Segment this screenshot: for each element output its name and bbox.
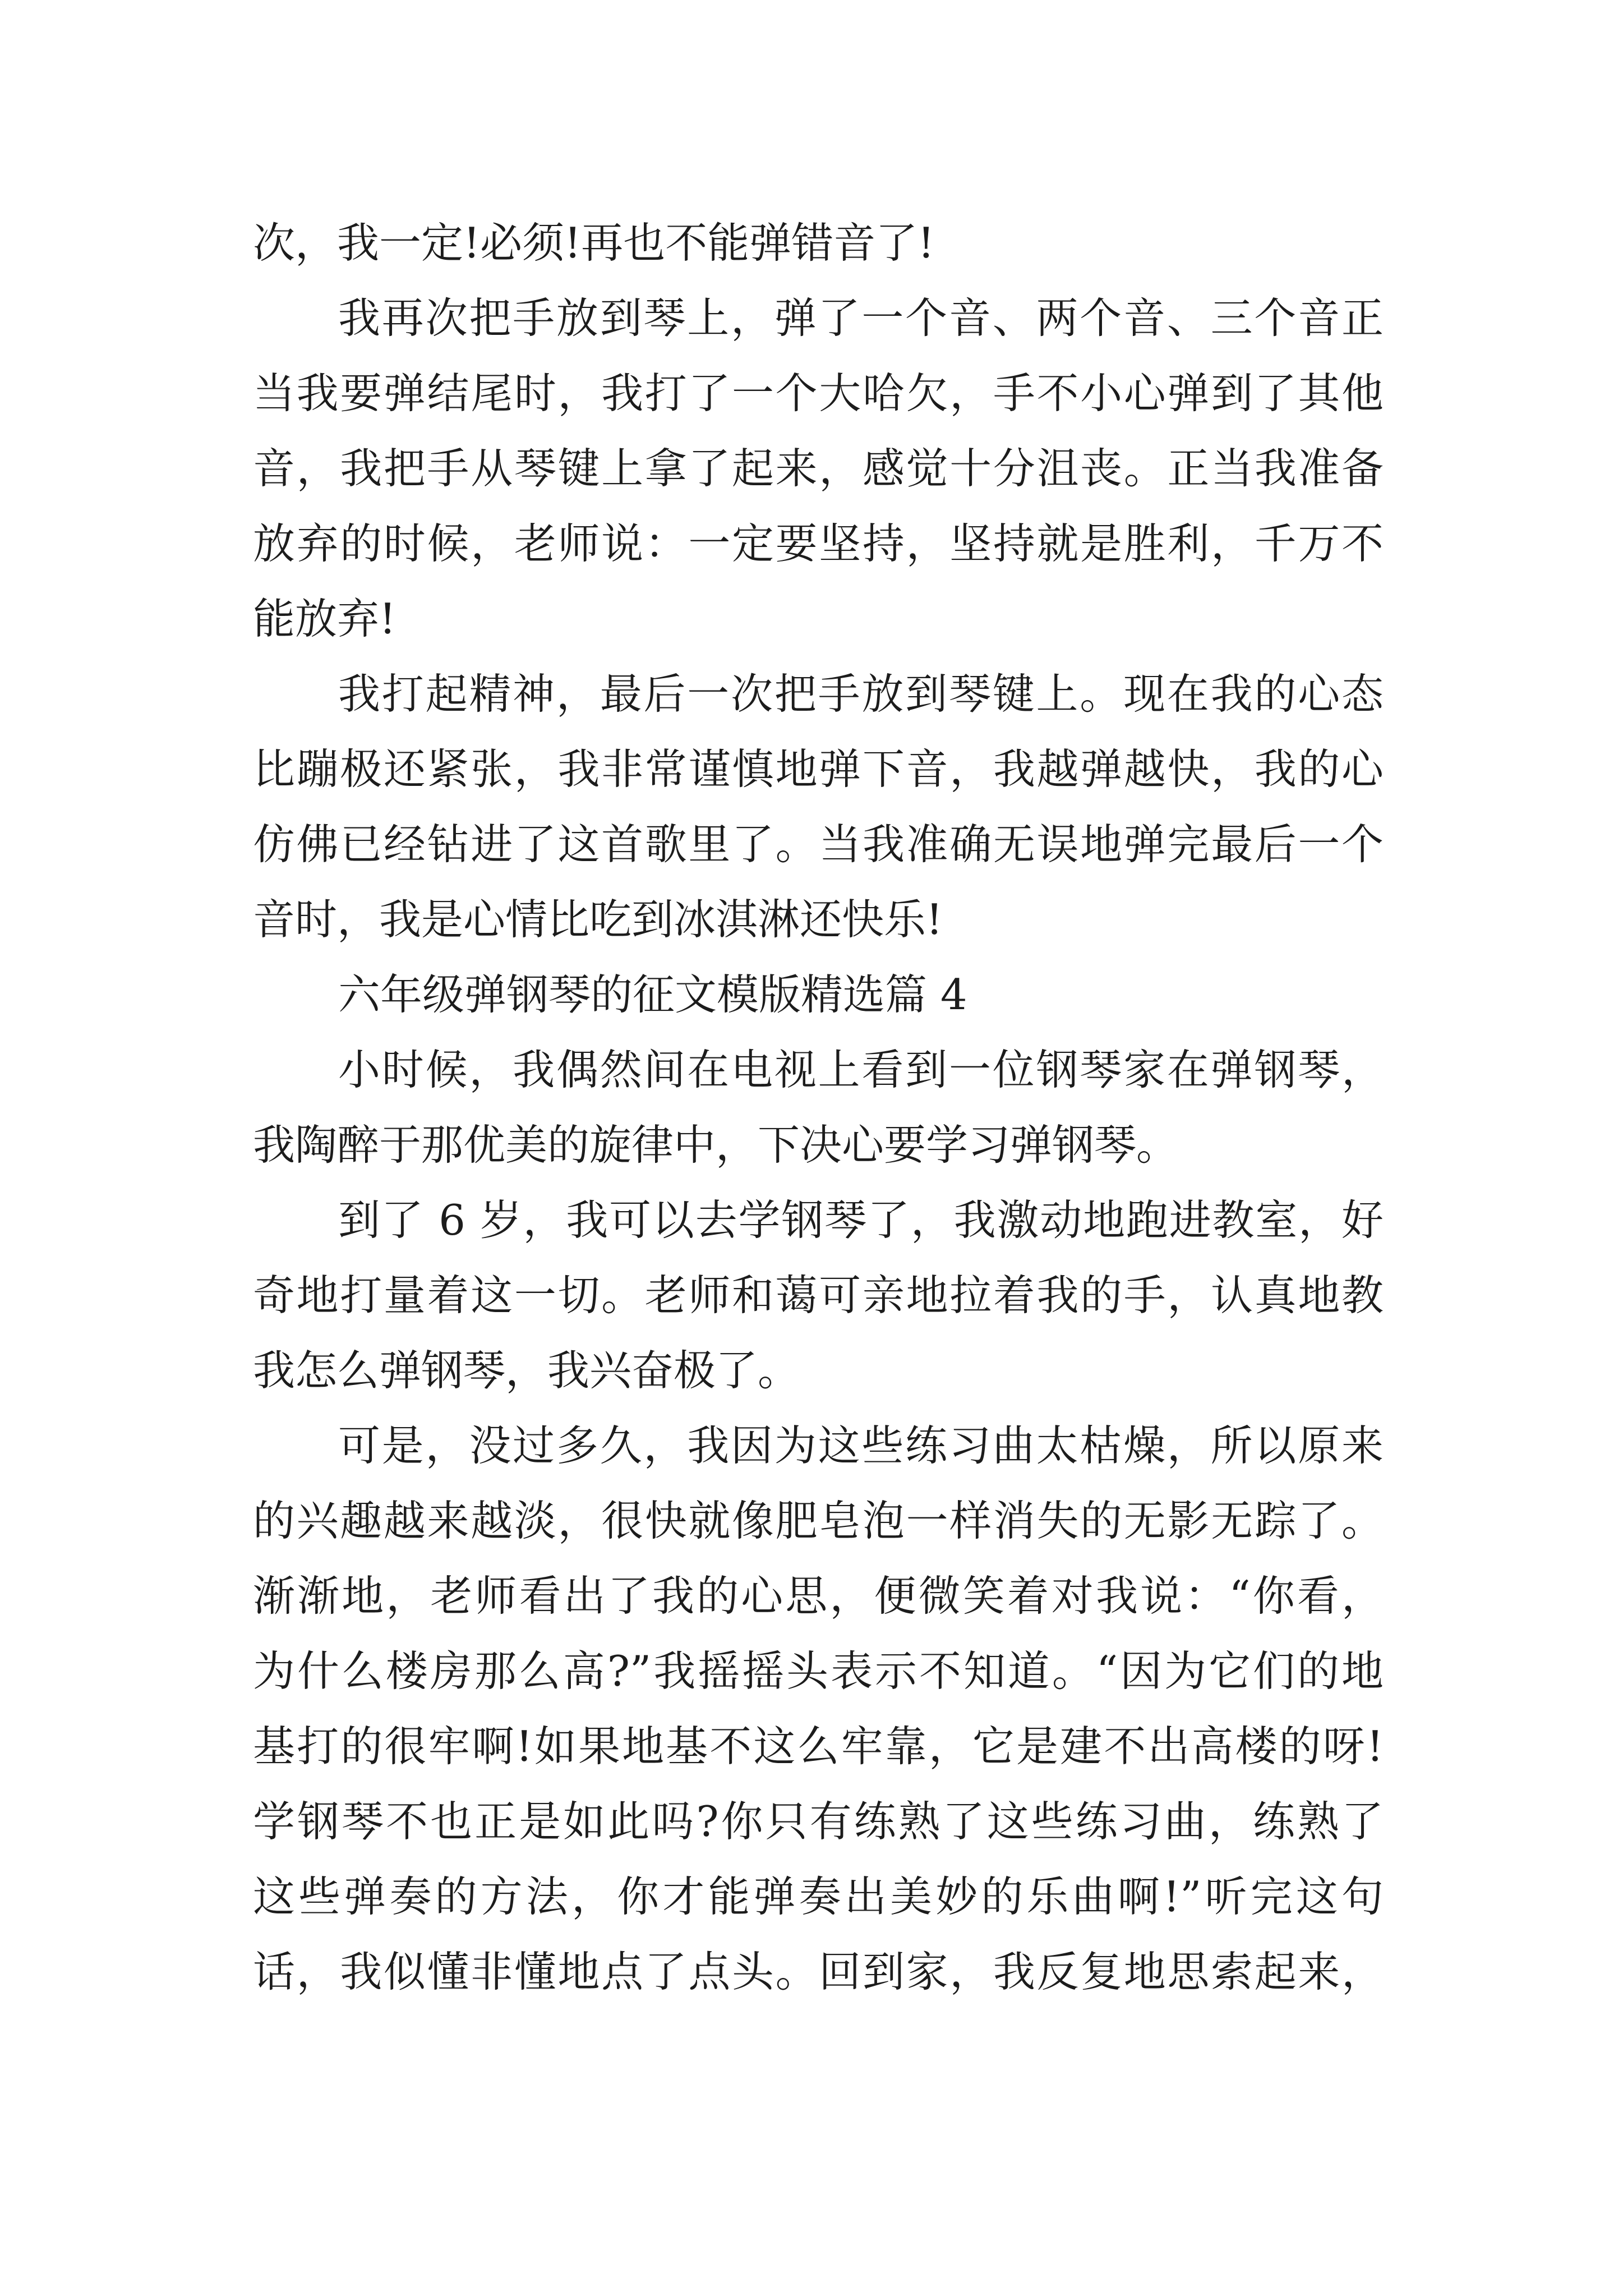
text-line: 学钢琴不也正是如此吗?你只有练熟了这些练习曲，练熟了 — [253, 1797, 1384, 1846]
text-line: 我怎么弹钢琴，我兴奋极了。 — [253, 1346, 800, 1395]
text-line: 的兴趣越来越淡，很快就像肥皂泡一样消失的无影无踪了。 — [253, 1496, 1384, 1545]
text-line: 比蹦极还紧张，我非常谨慎地弹下音，我越弹越快，我的心 — [253, 744, 1384, 794]
text-line: 放弃的时候，老师说：一定要坚持，坚持就是胜利，千万不 — [253, 519, 1384, 568]
section-title-text: 六年级弹钢琴的征文模版精选篇 4 — [338, 970, 967, 1019]
text-line: 可是，没过多久，我因为这些练习曲太枯燥，所以原来 — [338, 1421, 1384, 1470]
text-line: 为什么楼房那么高?”我摇摇头表示不知道。“因为它们的地 — [253, 1646, 1384, 1696]
text-line: 仿佛已经钻进了这首歌里了。当我准确无误地弹完最后一个 — [253, 820, 1384, 869]
text-line: 能放弃! — [253, 594, 396, 643]
text-line: 话，我似懂非懂地点了点头。回到家，我反复地思索起来， — [253, 1947, 1384, 1996]
document-body — [253, 205, 1384, 2009]
text-line: 基打的很牢啊!如果地基不这么牢靠，它是建不出高楼的呀! — [253, 1722, 1384, 1771]
text-line: 我陶醉于那优美的旋律中，下决心要学习弹钢琴。 — [253, 1120, 1179, 1170]
paragraph — [253, 280, 1384, 656]
text-line: 我再次把手放到琴上，弹了一个音、两个音、三个音正 — [338, 293, 1384, 343]
text-line: 次，我一定!必须!再也不能弹错音了! — [253, 218, 935, 268]
text-line: 这些弹奏的方法，你才能弹奏出美妙的乐曲啊!”听完这句 — [253, 1872, 1384, 1921]
text-line: 音时，我是心情比吃到冰淇淋还快乐! — [253, 895, 943, 944]
text-line: 音，我把手从琴键上拿了起来，感觉十分沮丧。正当我准备 — [253, 444, 1384, 493]
section-title — [253, 957, 1384, 1032]
text-line: 当我要弹结尾时，我打了一个大哈欠，手不小心弹到了其他 — [253, 369, 1384, 418]
paragraph — [253, 205, 1384, 280]
text-line: 奇地打量着这一切。老师和蔼可亲地拉着我的手，认真地教 — [253, 1271, 1384, 1320]
paragraph — [253, 656, 1384, 957]
paragraph — [253, 1182, 1384, 1408]
text-line: 渐渐地，老师看出了我的心思，便微笑着对我说：“你看， — [253, 1571, 1384, 1621]
text-line: 小时候，我偶然间在电视上看到一位钢琴家在弹钢琴， — [338, 1045, 1384, 1094]
paragraph — [253, 1408, 1384, 2009]
paragraph — [253, 1032, 1384, 1182]
text-line: 到了 6 岁，我可以去学钢琴了，我激动地跑进教室，好 — [338, 1195, 1384, 1245]
text-line: 我打起精神，最后一次把手放到琴键上。现在我的心态 — [338, 669, 1384, 719]
